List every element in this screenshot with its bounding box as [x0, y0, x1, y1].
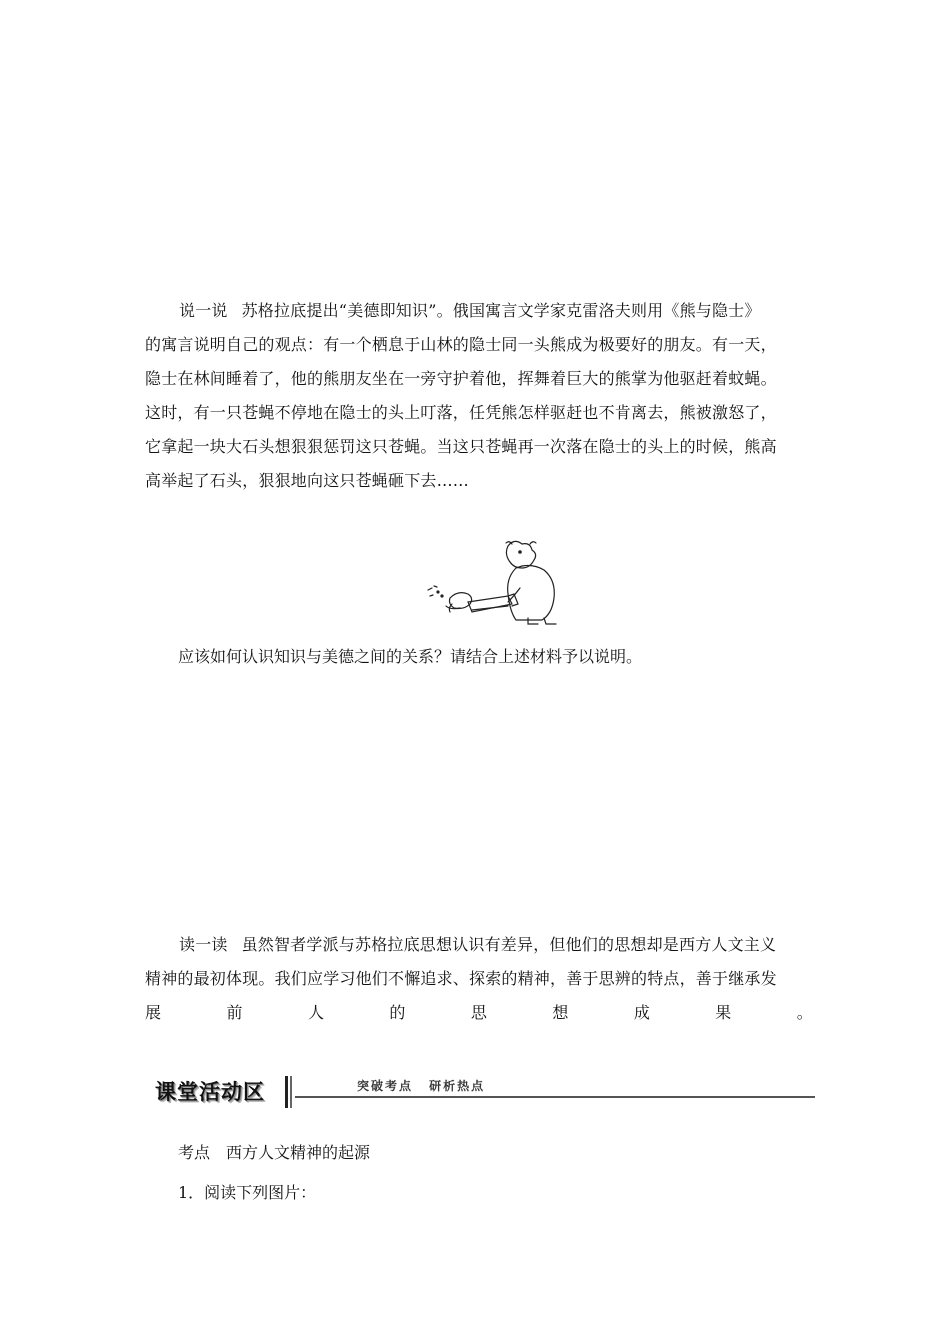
say-line-5: 它拿起一块大石头想狠狠惩罚这只苍蝇。当这只苍蝇再一次落在隐士的头上的时候，熊高 [145, 437, 777, 456]
say-line-4: 这时，有一只苍蝇不停地在隐士的头上叮落，任凭熊怎样驱赶也不肯离去，熊被激怒了， [145, 403, 777, 422]
say-line-2: 的寓言说明自己的观点：有一个栖息于山林的隐士同一头熊成为极要好的朋友。有一天， [145, 335, 777, 354]
say-section [145, 294, 813, 498]
banner-subtitle: 突破考点 研析热点 [357, 1079, 486, 1093]
say-label: 说一说 [179, 301, 228, 320]
bear-hermit-illustration [420, 538, 570, 628]
say-line-6: 高举起了石头，狠狠地向这只苍蝇砸下去…… [145, 471, 470, 490]
read-line-2: 精神的最初体现。我们应学习他们不懈追求、探索的精神，善于思辨的特点，善于继承发 [145, 969, 777, 988]
read-line-3: 展 前 人 的 思 想 成 果 。 [145, 1003, 813, 1022]
say-line-1: 说一说 苏格拉底提出“美德即知识”。俄国寓言文学家克雷洛夫则用《熊与隐士》 [179, 301, 761, 320]
banner-title: 课堂活动区 [155, 1080, 265, 1104]
read-line-1: 读一读 虽然智者学派与苏格拉底思想认识有差异，但他们的思想却是西方人文主义 [179, 935, 777, 954]
read-label: 读一读 [179, 935, 228, 954]
exercise-item-1: 1．阅读下列图片： [178, 1183, 317, 1202]
say-question: 应该如何认识知识与美德之间的关系？请结合上述材料予以说明。 [178, 647, 643, 666]
banner-divider-thick [285, 1076, 288, 1108]
banner-divider-thin [290, 1076, 292, 1108]
read-section [145, 928, 813, 1030]
classroom-activity-banner [145, 1074, 815, 1110]
key-point-heading: 考点 西方人文精神的起源 [178, 1143, 371, 1162]
say-line-3: 隐士在林间睡着了，他的熊朋友坐在一旁守护着他，挥舞着巨大的熊掌为他驱赶着蚊蝇。 [145, 369, 777, 388]
banner-rule [295, 1096, 815, 1098]
